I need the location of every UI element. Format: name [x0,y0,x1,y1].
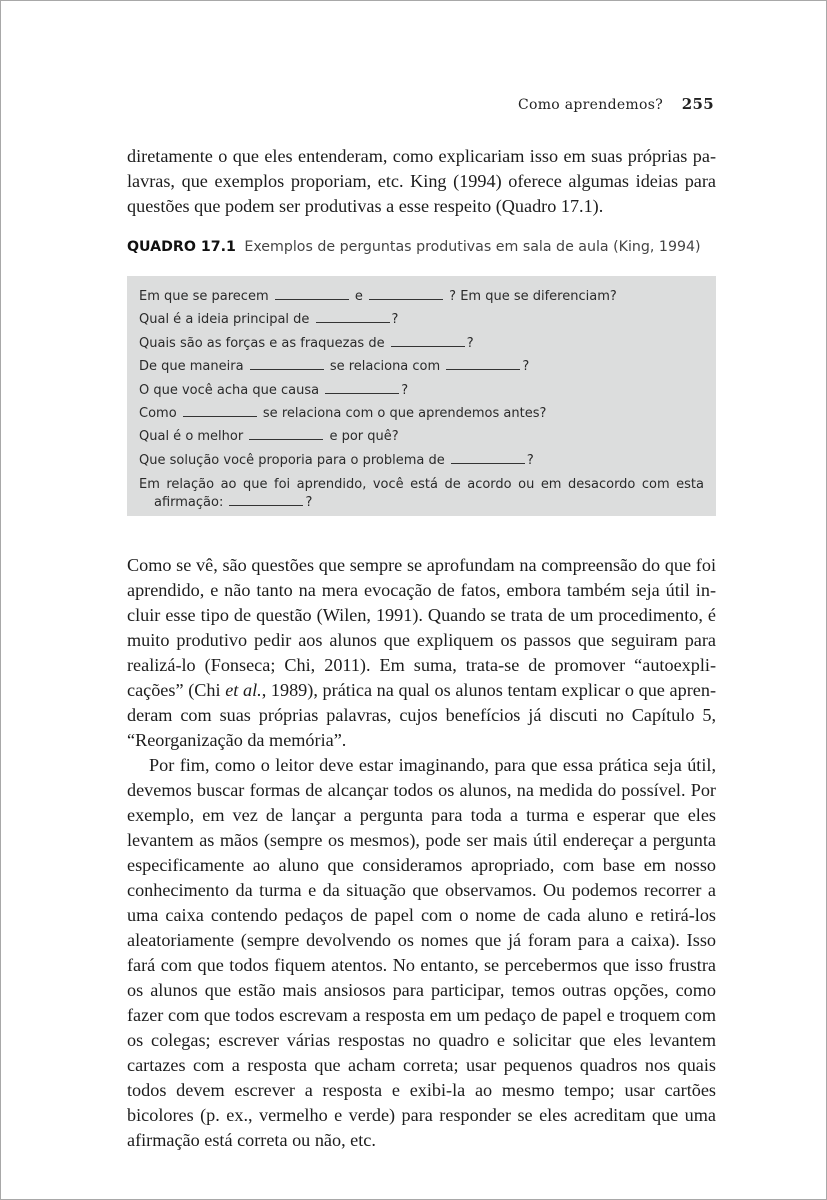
question-item: Qual é a ideia principal de ? [139,312,399,328]
intro-paragraph-block [127,144,716,219]
fill-in-blank [446,357,520,370]
question-item: De que maneira se relaciona com ? [139,359,530,375]
running-header [518,95,714,113]
chapter-title: Como aprendemos? [517,97,664,113]
fill-in-blank [391,334,465,347]
fill-in-blank [229,493,303,506]
question-item: Quais são as forças e as fraquezas de ? [139,335,474,351]
fill-in-blank [451,451,525,464]
paragraph: Por fim, como o leitor deve estar imaginando, para que essa prática seja útil, devemos buscar formas de alcançar todos os alunos, na medida do possível. Por exemplo, em vez de lançar a pergunta para toda a turma e esperar que eles levantem as mãos (sempre os mesmos), pode ser mais útil endereçar a pergunta especificamente ao aluno que consideramos apropriado, com base em nosso conhecimento da turma e da situação que observamos. Ou podemos recorrer a uma caixa contendo pedaços de papel com o nome de cada aluno e retirá-los aleatoriamente (sempre devolvendo os nomes que já foram para a caixa). Isso fará com que todos fiquem atentos. No entanto, se percebermos que isso frustra os alunos que estão mais ansiosos para participar, temos outras opções, como fazer com que todos escrevam a resposta em um pedaço de papel e troquem com os colegas; escrever várias respostas no quadro e solicitar que eles levantem cartazes com a resposta que acham correta; usar pequenos quadros nos quais todos devem escrever a resposta e exibi-la ao mesmo tempo; usar cartões bicolores (p. ex., vermelho e verde) para responder se eles acreditam que uma afirmação está correta ou não, etc. [127,755,716,1150]
page-number: 255 [681,95,714,113]
fill-in-blank [369,287,443,300]
paragraph: diretamente o que eles entenderam, como explicariam isso em suas próprias palavras, que exemplos proporiam, etc. King (1994) oferece algumas ideias para questões que podem ser produtivas a esse respeito (Quadro 17.1). [127,146,716,216]
question-item: O que você acha que causa ? [139,382,409,398]
question-item: Que solução você proporia para o problema de ? [139,452,534,468]
fill-in-blank [250,357,324,370]
question-examples-box [127,276,716,516]
paragraph: Como se vê, são questões que sempre se aprofundam na compreensão do que foi aprendido, e não tanto na mera evocação de fatos, embora também seja útil incluir esse tipo de questão (Wilen, 1991). Quando se trata de um procedimento, é muito produtivo pedir aos alunos que expliquem os passos que seguiram para realizá-lo (Fonseca; Chi, 2011). Em suma, trata-se de promover “autoexplicações” (Chi et al., 1989), prática na qual os alunos tentam explicar o que aprenderam com suas próprias palavras, cujos benefícios já discuti no Capítulo 5, “Reorganização da memória”. [127,555,716,750]
question-list [139,285,704,511]
question-item: Em que se parecem e ? Em que se diferenciam? [139,289,617,304]
box-title: Exemplos de perguntas produtivas em sala de aula (King, 1994) [244,239,701,255]
main-paragraph-block [127,553,716,1153]
box-label: QUADRO 17.1 [127,239,236,255]
fill-in-blank [325,381,399,394]
fill-in-blank [275,287,349,300]
question-item: Qual é o melhor e por quê? [139,429,399,445]
box-caption [127,239,727,255]
fill-in-blank [316,310,390,323]
fill-in-blank [183,404,257,417]
fill-in-blank [249,427,323,440]
question-item: Em relação ao que foi aprendido, você está de acordo ou em desacordo com esta afirmação: ? [139,477,704,511]
question-item: Como se relaciona com o que aprendemos antes? [139,406,547,422]
